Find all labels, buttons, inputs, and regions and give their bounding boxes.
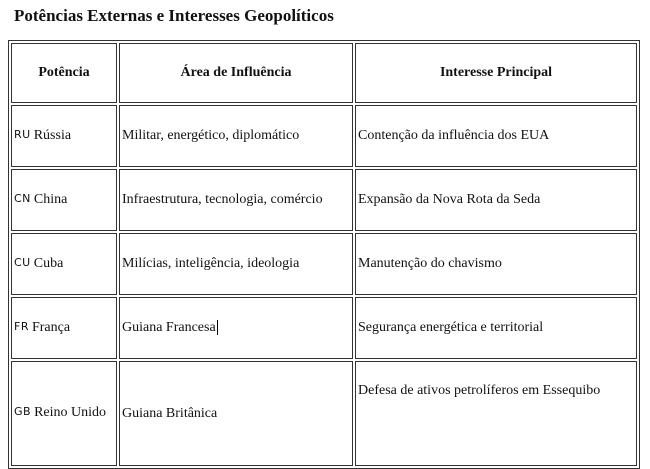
table-row bbox=[11, 297, 637, 359]
table-header-row bbox=[11, 43, 637, 103]
influence-text: Guiana Francesa bbox=[122, 320, 216, 335]
flag-cn-icon: CN bbox=[14, 191, 31, 205]
interest-cell[interactable]: Expansão da Nova Rota da Seda bbox=[355, 169, 637, 231]
influence-cell[interactable]: Milícias, inteligência, ideologia bbox=[119, 233, 353, 295]
power-cell bbox=[11, 233, 117, 295]
power-cell bbox=[11, 105, 117, 167]
interest-cell[interactable]: Defesa de ativos petrolíferos em Essequibo bbox=[355, 361, 637, 466]
influence-cell[interactable]: Guiana Britânica bbox=[119, 361, 353, 466]
power-name: França bbox=[31, 320, 71, 336]
flag-gb-icon: GB bbox=[14, 405, 32, 419]
page-title: Potências Externas e Interesses Geopolíticos bbox=[14, 6, 334, 25]
table-row bbox=[11, 233, 637, 295]
interest-cell[interactable]: Manutenção do chavismo bbox=[355, 233, 637, 295]
column-header-influence: Área de Influência bbox=[119, 43, 353, 103]
interest-cell[interactable]: Contenção da influência dos EUA bbox=[355, 105, 637, 167]
flag-cu-icon: CU bbox=[14, 255, 31, 269]
power-name: China bbox=[33, 192, 68, 208]
column-header-power: Potência bbox=[11, 43, 117, 103]
influence-cell[interactable] bbox=[119, 297, 353, 359]
power-cell bbox=[11, 361, 117, 466]
geopolitics-table bbox=[8, 40, 640, 469]
influence-cell[interactable]: Infraestrutura, tecnologia, comércio bbox=[119, 169, 353, 231]
column-header-interest: Interesse Principal bbox=[355, 43, 637, 103]
table-row bbox=[11, 169, 637, 231]
interest-cell[interactable]: Segurança energética e territorial bbox=[355, 297, 637, 359]
influence-cell[interactable]: Militar, energético, diplomático bbox=[119, 105, 353, 167]
table-row bbox=[11, 361, 637, 466]
flag-ru-icon: RU bbox=[14, 127, 31, 141]
power-name: Reino Unido bbox=[34, 405, 107, 421]
power-cell bbox=[11, 169, 117, 231]
table-row bbox=[11, 105, 637, 167]
power-name: Rússia bbox=[33, 128, 72, 144]
flag-fr-icon: FR bbox=[14, 319, 29, 333]
text-cursor bbox=[217, 320, 218, 335]
power-cell bbox=[11, 297, 117, 359]
power-name: Cuba bbox=[33, 256, 64, 272]
